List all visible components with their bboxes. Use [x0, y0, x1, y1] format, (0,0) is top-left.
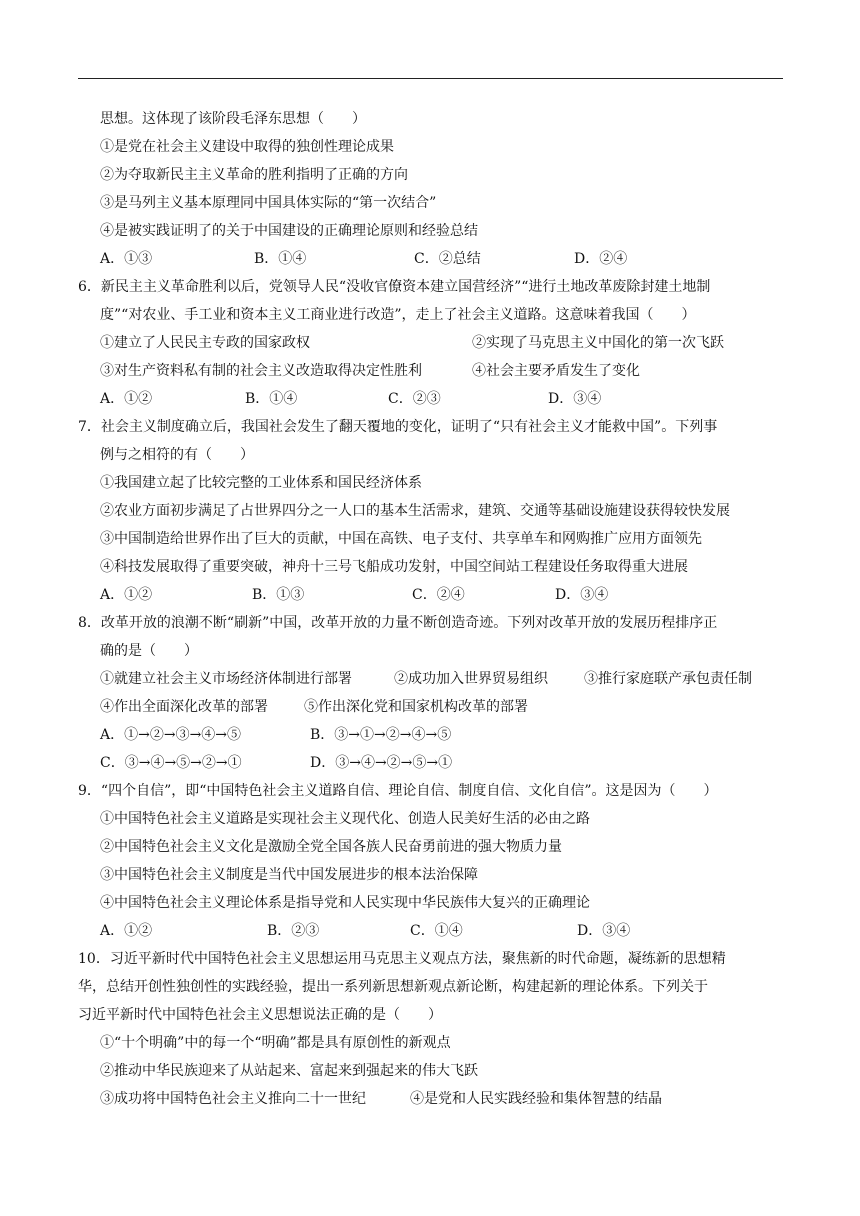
question-stem: 6．新民主主义革命胜利以后，党领导人民“没收官僚资本建立国营经济”“进行土地改革废除封建土地制 — [78, 279, 711, 295]
statement-item: ④中国特色社会主义理论体系是指导党和人民实现中华民族伟大复兴的正确理论 — [100, 895, 590, 911]
statement-item: ②中国特色社会主义文化是激励全党全国各族人民奋勇前进的强大物质力量 — [100, 839, 562, 855]
option-d: D．③→④→②→⑤→① — [310, 755, 453, 771]
statement-item: ③成功将中国特色社会主义推向二十一世纪 — [100, 1091, 366, 1107]
option-c: C．③→④→⑤→②→① — [100, 755, 242, 771]
statement-item: ①我国建立起了比较完整的工业体系和国民经济体系 — [100, 475, 422, 491]
statement-item: ③推行家庭联产承包责任制 — [584, 671, 752, 687]
question-6 — [78, 273, 783, 413]
option-d: D．②④ — [574, 251, 628, 267]
question-stem: 思想。这体现了该阶段毛泽东思想（ ） — [100, 111, 366, 127]
statement-item: ①就建立社会主义市场经济体制进行部署 — [100, 671, 352, 687]
question-stem: 8．改革开放的浪潮不断“刷新”中国，改革开放的力量不断创造奇迹。下列对改革开放的发展历程排序正 — [78, 615, 718, 631]
statement-item: ②成功加入世界贸易组织 — [394, 671, 548, 687]
statement-item: ②实现了马克思主义中国化的第一次飞跃 — [472, 335, 724, 351]
question-stem-cont: 华，总结开创性独创性的实践经验，提出一系列新思想新观点新论断，构建起新的理论体系。下列关于 — [78, 979, 708, 995]
question-stem-cont: 例与之相符的有（ ） — [100, 447, 254, 463]
option-c: C．②④ — [412, 587, 465, 603]
question-8 — [78, 609, 783, 777]
question-10 — [78, 945, 783, 1113]
statement-item: ②推动中华民族迎来了从站起来、富起来到强起来的伟大飞跃 — [100, 1063, 478, 1079]
statement-row — [78, 693, 783, 721]
statement-item: ④是被实践证明了的关于中国建设的正确理论原则和经验总结 — [100, 223, 478, 239]
option-c: C．②总结 — [414, 251, 481, 267]
question-stem: 9．“四个自信”，即“中国特色社会主义道路自信、理论自信、制度自信、文化自信”。这是因为（ ） — [78, 783, 718, 799]
option-a: A．①→②→③→④→⑤ — [100, 727, 242, 743]
statement-row — [78, 329, 783, 357]
statement-item: ④社会主要矛盾发生了变化 — [472, 363, 640, 379]
statement-item: ④是党和人民实践经验和集体智慧的结晶 — [410, 1091, 662, 1107]
answer-options — [78, 581, 783, 609]
statement-row — [78, 357, 783, 385]
statement-row — [78, 665, 783, 693]
statement-item: ④科技发展取得了重要突破，神舟十三号飞船成功发射，中国空间站工程建设任务取得重大进展 — [100, 559, 688, 575]
option-d: D．③④ — [577, 923, 631, 939]
option-a: A．①② — [100, 923, 153, 939]
option-b: B．②③ — [267, 923, 320, 939]
answer-options — [78, 385, 783, 413]
answer-options — [78, 917, 783, 945]
question-stem: 7．社会主义制度确立后，我国社会发生了翻天覆地的变化，证明了“只有社会主义才能救中国”。下列事 — [78, 419, 718, 435]
statement-row — [78, 1085, 783, 1113]
statement-item: ②农业方面初步满足了占世界四分之一人口的基本生活需求，建筑、交通等基础设施建设获得较快发展 — [100, 503, 730, 519]
option-a: A．①② — [100, 587, 153, 603]
option-a: A．①③ — [100, 251, 153, 267]
statement-item: ①是党在社会主义建设中取得的独创性理论成果 — [100, 139, 394, 155]
answer-options — [78, 245, 783, 273]
option-c: C．②③ — [388, 391, 441, 407]
statement-item: ②为夺取新民主主义革命的胜利指明了正确的方向 — [100, 167, 408, 183]
question-stem: 10．习近平新时代中国特色社会主义思想运用马克思主义观点方法，聚焦新的时代命题，凝练新的思想精 — [78, 951, 726, 967]
statement-item: ①建立了人民民主专政的国家政权 — [100, 335, 310, 351]
option-b: B．①④ — [245, 391, 298, 407]
option-b: B．③→①→②→④→⑤ — [310, 727, 452, 743]
option-b: B．①③ — [252, 587, 305, 603]
option-b: B．①④ — [254, 251, 307, 267]
exam-page — [78, 105, 783, 1113]
answer-options — [78, 721, 783, 749]
option-d: D．③④ — [555, 587, 609, 603]
statement-item: ③是马列主义基本原理同中国具体实际的“第一次结合” — [100, 195, 437, 211]
header-rule — [78, 78, 783, 79]
option-d: D．③④ — [548, 391, 602, 407]
answer-options — [78, 749, 783, 777]
option-c: C．①④ — [410, 923, 463, 939]
statement-item: ③中国特色社会主义制度是当代中国发展进步的根本法治保障 — [100, 867, 478, 883]
question-stem-cont: 习近平新时代中国特色社会主义思想说法正确的是（ ） — [78, 1007, 442, 1023]
question-stem-cont: 确的是（ ） — [100, 643, 198, 659]
statement-item: ③中国制造给世界作出了巨大的贡献，中国在高铁、电子支付、共享单车和网购推广应用方面领先 — [100, 531, 702, 547]
statement-item: ③对生产资料私有制的社会主义改造取得决定性胜利 — [100, 363, 422, 379]
question-7 — [78, 413, 783, 609]
question-5 — [78, 105, 783, 273]
statement-item: ⑤作出深化党和国家机构改革的部署 — [304, 699, 528, 715]
statement-item: ①“十个明确”中的每一个“明确”都是具有原创性的新观点 — [100, 1035, 451, 1051]
statement-item: ①中国特色社会主义道路是实现社会主义现代化、创造人民美好生活的必由之路 — [100, 811, 590, 827]
question-9 — [78, 777, 783, 945]
option-a: A．①② — [100, 391, 153, 407]
question-stem-cont: 度”“对农业、手工业和资本主义工商业进行改造”，走上了社会主义道路。这意味着我国（ ） — [100, 307, 696, 323]
statement-item: ④作出全面深化改革的部署 — [100, 699, 268, 715]
